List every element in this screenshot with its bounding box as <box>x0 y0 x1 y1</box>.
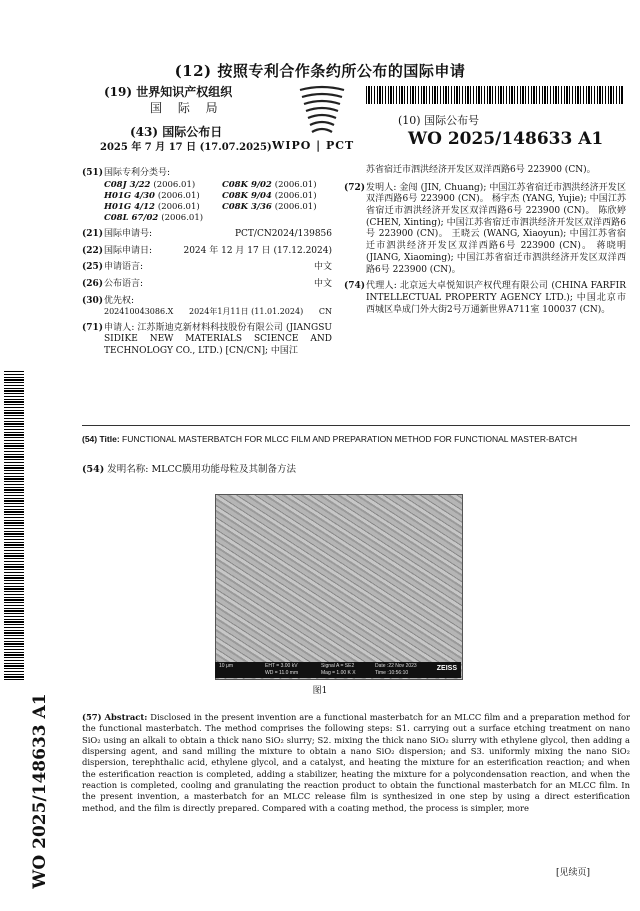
inventors: (72) 发明人: 金闯 (JIN, Chuang); 中国江苏省宿迁市泗洪经济开发区双洋西路6号 223900 (CN)。 杨宇杰 (YANG, Yujie); 中国江苏省宿迁市泗洪经济开发区双洋西路6号 223900 (CN)。 陈欣婷 (CHEN, Xinting); 中国江苏省宿迁市泗洪经济开发区双洋西路6号 223900 (CN)。 王晓云 (WANG, Xiaoyun); 中国江苏省宿迁市泗洪经济开发区双洋西路6号 223900 (CN)。 蒋晓明 (JIANG, Xiaoming); 中国江苏省宿迁市泗洪经济开发区双洋西路6号 223900 (CN)。 <box>344 182 626 275</box>
ipc-code: H01G 4/30 (2006.01) <box>104 190 200 201</box>
publication-date: 2025 年 7 月 17 日 (17.07.2025) <box>100 142 272 153</box>
document-title <box>0 62 640 82</box>
application-number: (21) 国际申请号: PCT/CN2024/139856 <box>82 228 332 239</box>
wipo-logo-icon <box>292 84 352 144</box>
section-divider <box>82 425 630 426</box>
side-publication-number: WO 2025/148633 A1 <box>29 693 50 889</box>
applicant: (71) 申请人: 江苏斯迪克新材料科技股份有限公司 (JIANGSU SIDIKE NEW MATERIALS SCIENCE AND TECHNOLOGY CO., LTD.) [CN/CN]; 中国江 <box>82 322 332 357</box>
zeiss-logo: ZEISS <box>436 665 457 672</box>
ipc-codes <box>104 180 332 224</box>
invention-title-cn: (54) 发明名称: MLCC膜用功能母粒及其制备方法 <box>82 464 297 475</box>
applicant-continued: 苏省宿迁市泗洪经济开发区双洋西路6号 223900 (CN)。 <box>366 165 596 175</box>
ipc-section: (51) 国际专利分类号: C08J 3/22 (2006.01) C08K 9/02 (2006.01) H01G 4/30 (2006.01) C08K 9/04 (2006.01) H01G 4/12 (2006.01) C08K 3/36 (2006.01) C08L 67/02 (2006.01) <box>82 168 332 224</box>
barcode-top <box>366 86 624 104</box>
bibliographic-right-column <box>344 165 626 321</box>
abstract: (57) Abstract: Disclosed in the present invention are a functional masterbatch for an MLCC film and a preparation method for the functional masterbatch. The method comprises the following steps: S1. carrying out a surface etching treatment on nano SiO₂ using an alkali to obtain a thick nano SiO₂ slurry; S2. mixing the thick nano SiO₂ slurry with ethylene glycol, then adding a dispersing agent, and sand milling the mixture to obtain a nano SiO₂ dispersion; and S3. uniformly mixing the nano SiO₂ dispersion, terephthalic acid, ethylene glycol, and a catalyst, and heating the mixture for an esterification reaction; and when the esterification reaction is completed, adding a stabilizer, heating the mixture for a polycondensation reaction, and when the reaction is completed, cooling and granulating the reaction product to obtain the functional masterbatch for an MLCC film. In the present invention, a masterbatch for an MLCC release film is synthesized in one step by using a direct esterification method, and the film is directly prepared. Compared with a coating method, the process is simpler, more <box>82 712 631 813</box>
organization-name: (19) 世界知识产权组织 <box>104 85 233 99</box>
ipc-code: C08K 9/02 (2006.01) <box>222 179 317 190</box>
invention-title-en: (54) Title: FUNCTIONAL MASTERBATCH FOR MLCC FILM AND PREPARATION METHOD FOR FUNCTIONAL MASTER-BATCH <box>82 434 577 444</box>
publication-number-label: (10) 国际公布号 <box>398 114 480 127</box>
bibliographic-left-column <box>82 168 332 363</box>
title-text: 按照专利合作条约所公布的国际申请 <box>217 62 466 80</box>
publication-language: (26) 公布语言: 中文 <box>82 278 332 289</box>
publication-number: WO 2025/148633 A1 <box>408 129 604 149</box>
ipc-code: H01G 4/12 (2006.01) <box>104 201 200 212</box>
ipc-code: C08K 3/36 (2006.01) <box>222 201 317 212</box>
wipo-pct-label: WIPO | PCT <box>272 139 355 152</box>
figure-caption: 图1 <box>312 686 328 696</box>
agent: (74) 代理人: 北京远大卓悦知识产权代理有限公司 (CHINA FARFIR INTELLECTUAL PROPERTY AGENCY LTD.); 中国北京市西城区阜成门外大街2号万通新世界A711室 100037 (CN)。 <box>344 281 626 315</box>
ipc-code: C08L 67/02 (2006.01) <box>104 212 204 223</box>
barcode-side <box>4 370 24 680</box>
filing-language: (25) 申请语言: 中文 <box>82 262 332 273</box>
sem-micrograph <box>215 494 463 680</box>
publication-date-label: (43) 国际公布日 <box>130 125 223 139</box>
priority-data: (30) 优先权: 202410043086.X 2024年1月11日 (11.01.2024) CN <box>82 295 332 317</box>
ipc-code: C08K 9/04 (2006.01) <box>222 190 317 201</box>
filing-date: (22) 国际申请日: 2024 年 12 月 17 日 (17.12.2024) <box>82 245 332 256</box>
organization-bureau: 国 际 局 <box>150 101 224 115</box>
ipc-code: C08J 3/22 (2006.01) <box>104 179 196 190</box>
continued-on-next-page: [见续页] <box>556 868 591 878</box>
title-number: (12) <box>174 62 212 80</box>
sem-info-bar: 10 μm EHT = 3.00 kV WD = 11.0 mm Signal A = SE2 Mag = 1.00 K X Date :22 Nov 2023 Time :10:56:10 ZEISS <box>215 662 461 678</box>
